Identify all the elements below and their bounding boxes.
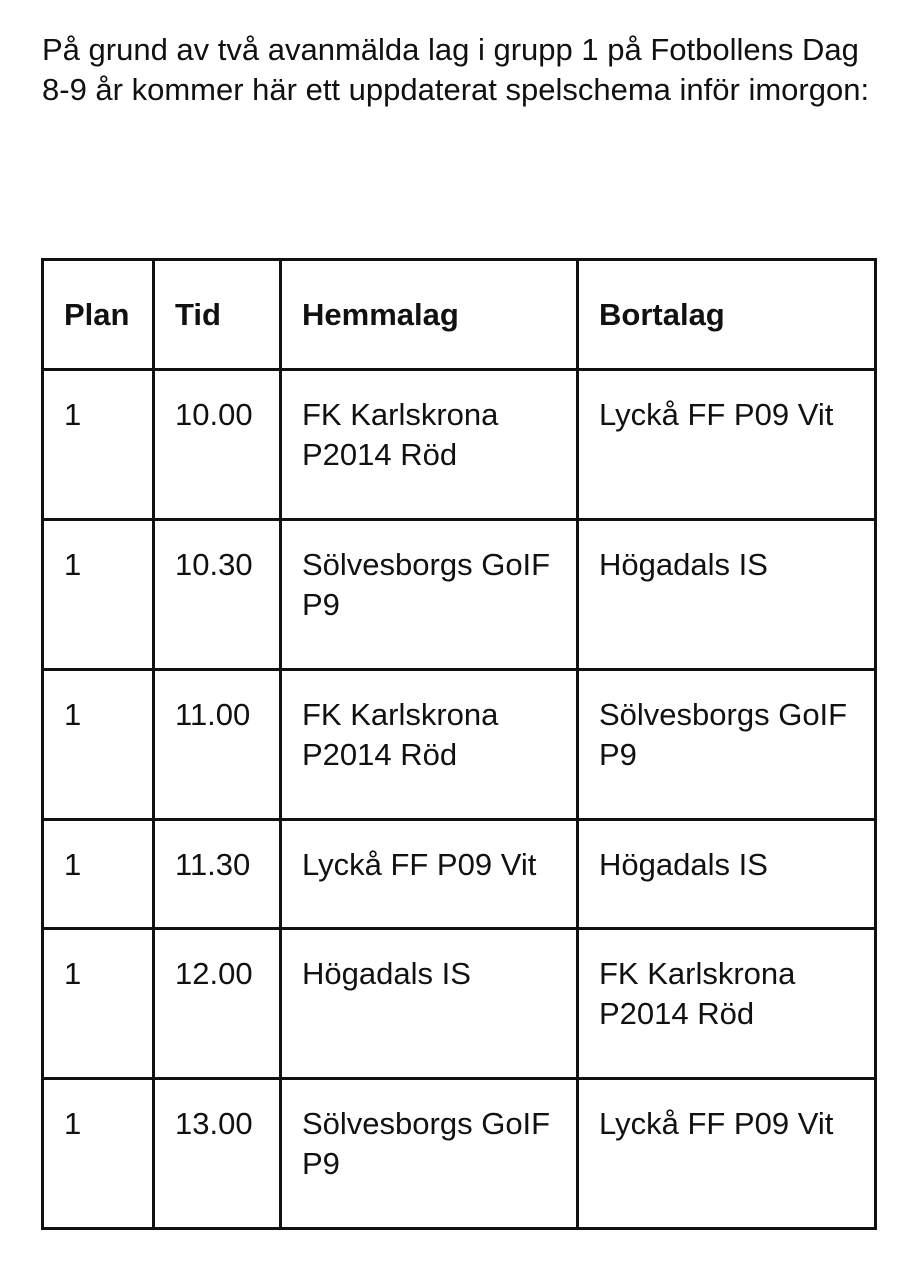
cell-home-team: Sölvesborgs GoIF P9: [281, 520, 578, 670]
cell-away-team: Högadals IS: [578, 820, 876, 929]
cell-away-team: FK Karlskrona P2014 Röd: [578, 929, 876, 1079]
table-row: [43, 1079, 876, 1229]
header-time: Tid: [154, 260, 281, 370]
cell-away-team: Lyckå FF P09 Vit: [578, 1079, 876, 1229]
cell-home-team: Högadals IS: [281, 929, 578, 1079]
cell-away-team: Lyckå FF P09 Vit: [578, 370, 876, 520]
table-row: [43, 670, 876, 820]
header-away-team: Bortalag: [578, 260, 876, 370]
cell-plan: 1: [43, 1079, 154, 1229]
table-row: [43, 520, 876, 670]
table-header-row: [43, 260, 876, 370]
header-home-team: Hemmalag: [281, 260, 578, 370]
cell-plan: 1: [43, 820, 154, 929]
cell-plan: 1: [43, 670, 154, 820]
cell-home-team: Lyckå FF P09 Vit: [281, 820, 578, 929]
cell-plan: 1: [43, 929, 154, 1079]
intro-text: På grund av två avanmälda lag i grupp 1 på Fotbollens Dag 8-9 år kommer här ett uppdaterat spelschema inför imorgon:: [42, 32, 870, 107]
cell-plan: 1: [43, 370, 154, 520]
cell-time: 10.30: [154, 520, 281, 670]
cell-home-team: FK Karlskrona P2014 Röd: [281, 670, 578, 820]
table-row: [43, 370, 876, 520]
cell-time: 11.00: [154, 670, 281, 820]
cell-home-team: FK Karlskrona P2014 Röd: [281, 370, 578, 520]
cell-time: 10.00: [154, 370, 281, 520]
cell-plan: 1: [43, 520, 154, 670]
header-plan: Plan: [43, 260, 154, 370]
cell-time: 11.30: [154, 820, 281, 929]
table-row: [43, 820, 876, 929]
table-row: [43, 929, 876, 1079]
cell-away-team: Högadals IS: [578, 520, 876, 670]
cell-away-team: Sölvesborgs GoIF P9: [578, 670, 876, 820]
cell-time: 12.00: [154, 929, 281, 1079]
match-schedule-table: [41, 258, 877, 1230]
cell-home-team: Sölvesborgs GoIF P9: [281, 1079, 578, 1229]
cell-time: 13.00: [154, 1079, 281, 1229]
